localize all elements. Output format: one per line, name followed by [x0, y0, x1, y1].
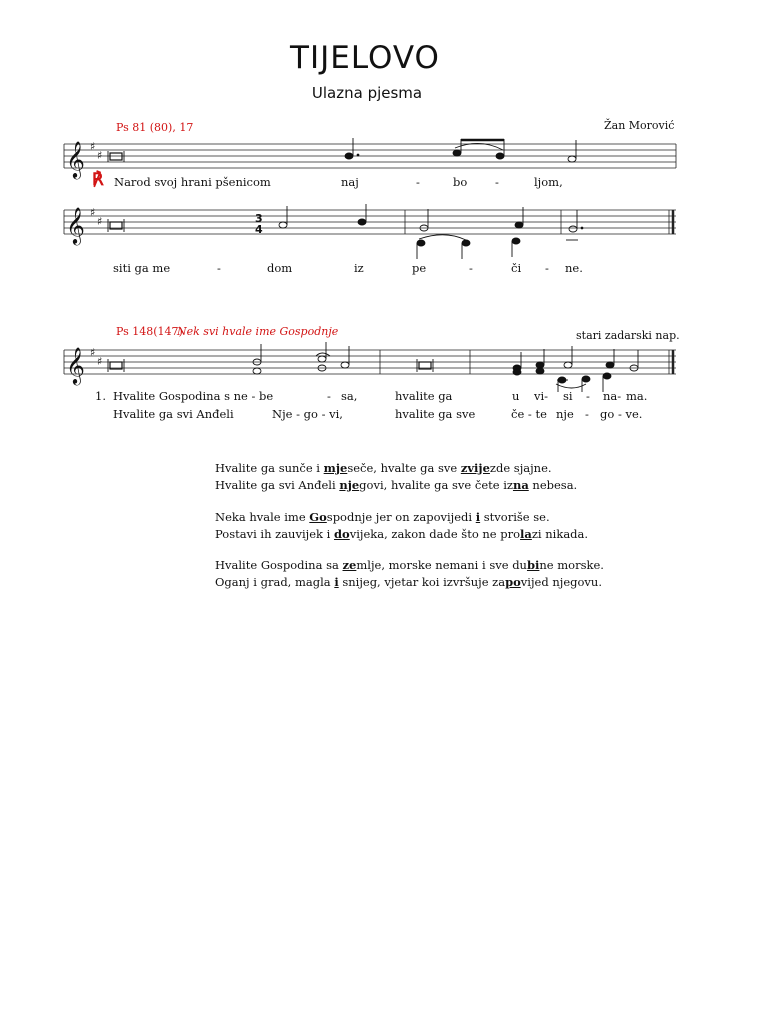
lyric-syllable: sa,	[341, 389, 358, 403]
lyric-syllable: u	[512, 389, 520, 403]
quarter-note	[606, 349, 614, 368]
lower-voice-notes	[417, 235, 578, 259]
composer-name: Žan Morović	[604, 119, 675, 132]
lyric-syllable: hvalite ga	[395, 389, 453, 403]
sharp-icon: ♯	[97, 355, 103, 368]
sharp-icon: ♯	[90, 346, 96, 359]
lyric-syllable: Hvalite ga svi Anđeli	[113, 407, 234, 421]
lyric-syllable: -	[585, 407, 589, 421]
stanza-line: Oganj i grad, magla i snijeg, vjetar koi izvršuje zapovijed njegovu.	[215, 574, 602, 589]
antiphon-psalm-reference: Ps 81 (80), 17	[116, 121, 194, 134]
lyric-syllable: -	[545, 261, 549, 275]
lyric-syllable: -	[416, 175, 420, 189]
staff-3	[64, 350, 676, 374]
stanza-line: Hvalite ga svi Anđeli njegovi, hvalite ga sve čete izna nebesa.	[215, 477, 578, 492]
lyric-syllable: -	[217, 261, 221, 275]
lyric-syllable: naj	[341, 175, 359, 189]
lyric-syllable: Narod svoj hrani pšenicom	[114, 175, 271, 189]
stanza-3	[215, 557, 604, 590]
sharp-icon: ♯	[97, 215, 103, 228]
lyric-syllable: pe	[412, 261, 427, 275]
stanza-line: Hvalite Gospodina sa zemlje, morske nemani i sve dubine morske.	[215, 558, 604, 572]
stanza-line: Postavi ih zauvijek i dovijeka, zakon dade što ne prolazi nikada.	[215, 526, 589, 541]
quarter-chord	[536, 349, 544, 374]
breve-note	[108, 359, 124, 372]
lyric-syllable: go - ve.	[600, 407, 643, 421]
quarter-chord	[513, 352, 521, 375]
dotted-half-note	[569, 210, 583, 232]
lyric-syllable: ne.	[565, 261, 583, 275]
treble-clef-icon: 𝄞	[66, 206, 85, 244]
half-note	[564, 346, 572, 368]
psalm-reference: Ps 148(147)	[116, 325, 183, 338]
treble-clef-icon: 𝄞	[66, 140, 85, 178]
half-note	[341, 346, 349, 368]
lyric-syllable: na-	[603, 389, 622, 403]
lyric-syllable: hvalite ga sve	[395, 407, 476, 421]
half-note	[279, 206, 287, 228]
sharp-icon: ♯	[90, 206, 96, 219]
lyric-syllable: dom	[267, 261, 293, 275]
staff-2	[64, 210, 676, 234]
page-title: TIJELOVO	[290, 40, 440, 76]
psalm-incipit: Nek svi hvale ime Gospodnje	[177, 325, 339, 338]
sharp-icon: ♯	[97, 149, 103, 162]
breve-note	[108, 219, 124, 232]
verse-number: 1.	[95, 389, 106, 403]
stanza-line: Neka hvale ime Gospodnje jer on zapovijedi i stvoriše se.	[215, 510, 550, 524]
lyric-syllable: če - te	[511, 407, 547, 421]
lyric-syllable: -	[327, 389, 331, 403]
half-note	[568, 140, 576, 162]
response-mark: ℟	[92, 170, 104, 190]
lyric-syllable: vi-	[534, 389, 549, 403]
lyric-syllable: -	[586, 389, 590, 403]
lyric-syllable: bo	[453, 175, 468, 189]
time-signature-numerator: 3	[255, 212, 263, 225]
melody-source: stari zadarski nap.	[576, 329, 680, 342]
lyric-syllable: si	[563, 389, 573, 403]
lyric-syllable: Nje - go - vi,	[272, 407, 343, 421]
breve-note	[108, 151, 124, 162]
treble-clef-icon: 𝄞	[66, 346, 85, 384]
lyric-syllable: ljom,	[534, 175, 563, 189]
lyric-syllable: nje	[556, 407, 574, 421]
staff-1	[64, 144, 676, 168]
sharp-icon: ♯	[90, 140, 96, 153]
lyric-syllable: iz	[354, 261, 364, 275]
stanza-1	[215, 460, 577, 493]
stanza-line: Hvalite ga sunče i mjeseče, hvalte ga sve zvijezde sjajne.	[215, 461, 552, 475]
time-signature-denominator: 4	[255, 223, 263, 236]
quarter-note	[358, 204, 366, 225]
tied-chord	[316, 342, 330, 371]
lyric-syllable: -	[495, 175, 499, 189]
lyric-syllable: -	[469, 261, 473, 275]
stanza-2	[215, 509, 588, 542]
half-notes-chord	[253, 344, 261, 374]
lyric-syllable: či	[511, 261, 522, 275]
lyric-syllable: Hvalite Gospodina s ne - be	[113, 389, 274, 403]
breve-note	[417, 359, 433, 372]
lyric-syllable: siti ga me	[113, 261, 171, 275]
page-subtitle: Ulazna pjesma	[311, 84, 423, 102]
lyric-syllable: ma.	[626, 389, 648, 403]
